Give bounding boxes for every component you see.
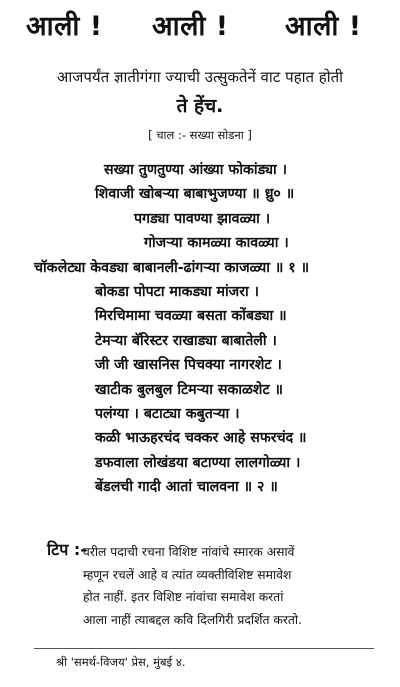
heading-word-1: आली !	[26, 11, 103, 42]
verse-line: बोकडा पोपटा माकड्या मांजरा ।	[95, 283, 260, 300]
verse-line: टेमऱ्या बॅरिस्टर राखाड्या बाबातेली ।	[95, 332, 277, 349]
heading-word-3: आली !	[285, 11, 362, 42]
verse-line: खाटीक बुलबुल टिमऱ्या सकाळशेट ॥	[95, 381, 284, 398]
footnote-line: म्हणून रचलें आहे व त्यांत व्यक्तीविशिष्ट समावेश	[83, 567, 292, 582]
intro-line-2: ते हेंच.	[176, 95, 224, 117]
verse-line: मिरचिमामा चवळ्या बसता कोंबड्या ॥	[95, 308, 287, 325]
footer-divider	[34, 648, 374, 649]
verse-line: चॉकलेट्या केवड्या बाबानली-ढांगऱ्या काजळ्या ॥ १ ॥	[34, 259, 310, 276]
footnote-text	[83, 541, 302, 631]
verse-line: डफवाला लोखंडया बटाण्या लालगोळ्या ।	[95, 454, 301, 471]
verse-line: सख्या तुणतुण्या आंख्या फोकांड्या ।	[104, 162, 287, 178]
verse-line: जी जी खासनिस पिचक्या नागरशेट ।	[95, 357, 282, 374]
footnote-line: वरील पदाची रचना विशिष्ट नांवांचे स्मारक असावें	[83, 545, 295, 559]
verse-line: गोजऱ्या कामळ्या कावळ्या ।	[144, 235, 289, 252]
heading-row	[0, 6, 400, 46]
verse-block	[0, 158, 400, 499]
footnote-label: टिप :-	[47, 540, 87, 559]
verse-line: शिवाजी खोबऱ्या बाबाभुजण्या ॥ ध्रु० ॥	[95, 186, 295, 203]
printer-imprint: श्री 'समर्थ-विजय' प्रेस, मुंबई ४.	[56, 655, 186, 669]
verse-line: पलंग्या । बटाट्या कबुतऱ्या ।	[95, 405, 240, 422]
intro-line-1: आजपर्यंत ज्ञातीगंगा ज्याची उत्सुकतेनें वाट पहात होती	[56, 68, 344, 86]
tune-note: [ चाल :- सख्या सोडना ]	[148, 128, 252, 142]
footnote-line: होत नाहीं. इतर विशिष्ट नांवांचा समावेश करतां	[83, 590, 284, 604]
verse-line: कळी भाऊहरचंद चक्कर आहे सफरचंद ॥	[95, 430, 307, 447]
verse-line: पगड्या पावण्या झावळ्या ।	[134, 210, 271, 227]
heading-word-2: आली !	[152, 11, 229, 42]
verse-line: बेंडलची गादी आतां चालवना ॥ २ ॥	[95, 479, 278, 496]
footnote-line: आला नाहीं त्याबद्दल कवि दिलगिरी प्रदर्शित करतो.	[83, 612, 302, 627]
